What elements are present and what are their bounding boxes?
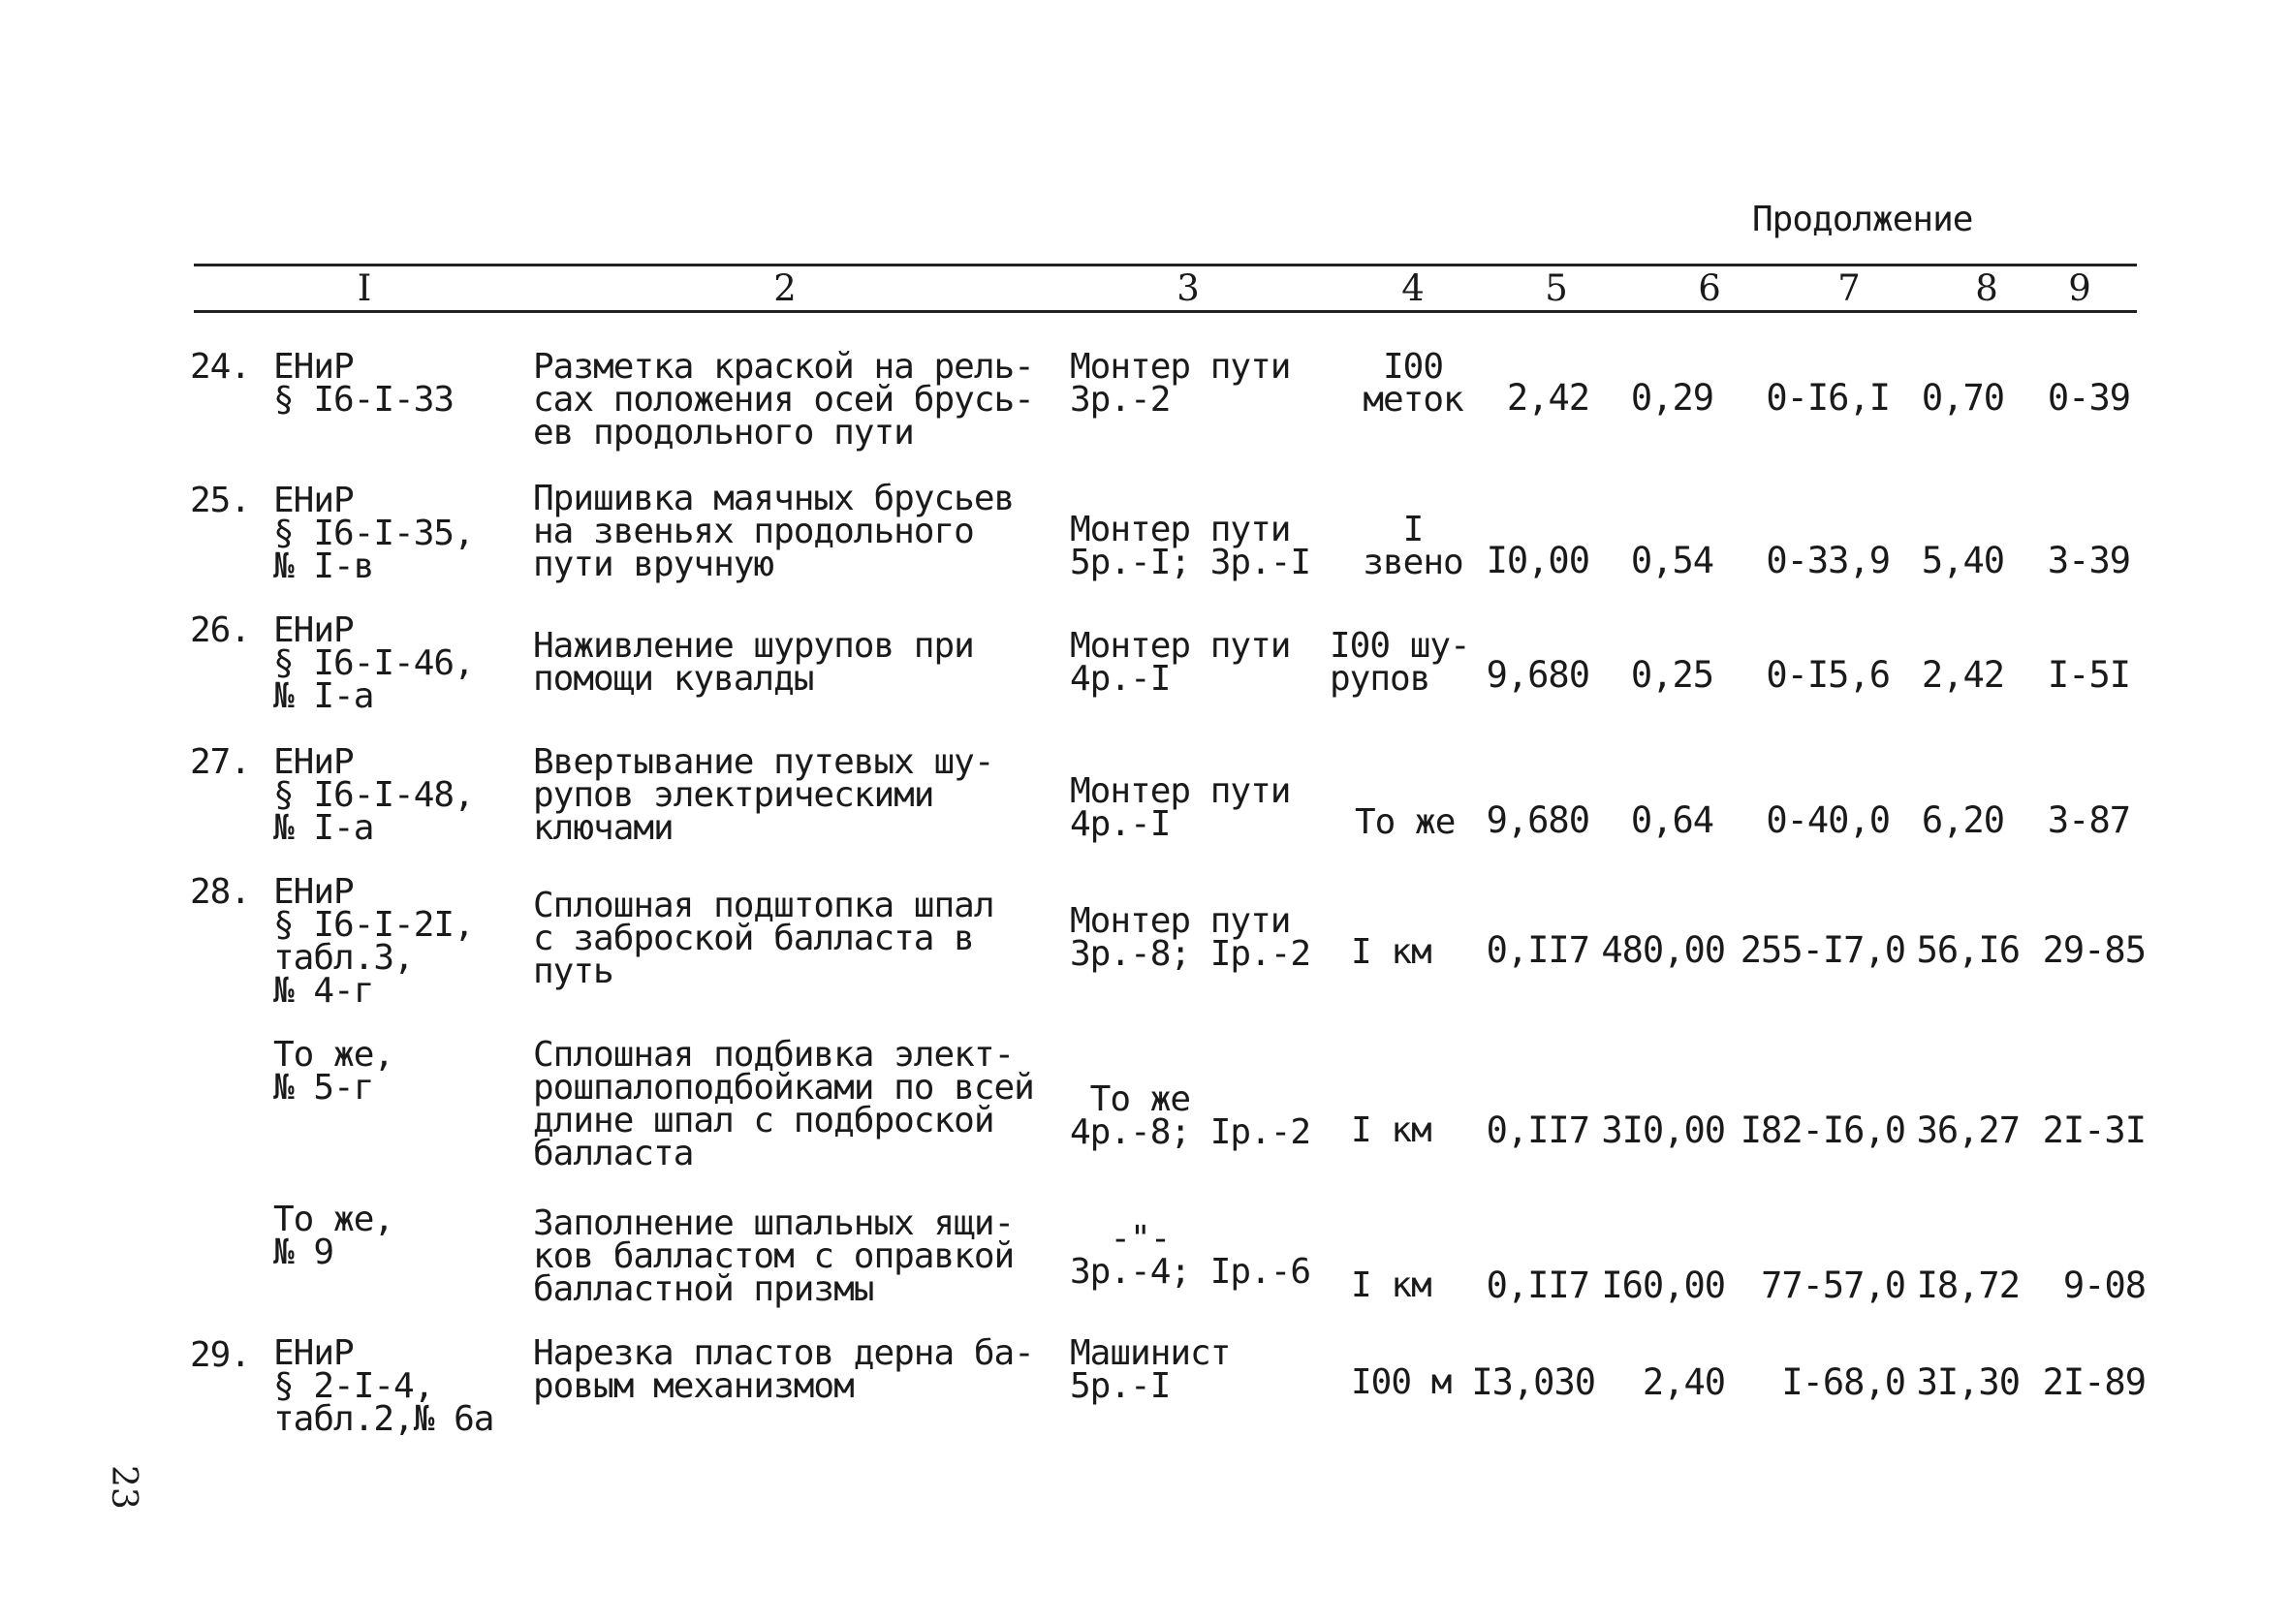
measure-unit: I00 меток [1363, 347, 1463, 420]
col-6-value: 0,25 [1630, 654, 1713, 696]
col-5-value: 9,680 [1486, 654, 1589, 696]
col-5-value: 2,42 [1506, 377, 1589, 419]
col-8-value: 0,70 [1921, 377, 2004, 419]
col-8-value: 2,42 [1921, 654, 2004, 696]
header-col-8: 8 [1975, 267, 1998, 309]
col-9-value: 0-39 [2047, 377, 2130, 419]
col-6-value: 0,54 [1630, 540, 1713, 581]
col-9-value: 3-39 [2047, 540, 2130, 581]
measure-unit: I км [1351, 1110, 1431, 1150]
col-6-value: 3I0,00 [1601, 1109, 1725, 1151]
col-6-value: 0,64 [1630, 799, 1713, 841]
row-number: 28. [190, 872, 251, 912]
col-7-value: I-68,0 [1781, 1361, 1905, 1403]
page-number: 23 [104, 1465, 143, 1510]
norm-reference: ЕНиР § I6-I-2I, табл.3, № 4-г [273, 872, 474, 1011]
table-header-rule [194, 310, 2137, 313]
col-9-value: 2I-3I [2042, 1109, 2146, 1151]
col-9-value: 3-87 [2047, 799, 2130, 841]
measure-unit: То же [1355, 802, 1456, 842]
row-number: 25. [190, 481, 251, 520]
header-col-2: 2 [773, 267, 797, 309]
measure-unit: I00 м [1351, 1362, 1452, 1402]
header-col-7: 7 [1837, 267, 1861, 309]
col-9-value: 9-08 [2062, 1265, 2146, 1306]
norm-reference: ЕНиР § I6-I-33 [273, 347, 455, 420]
col-8-value: 6,20 [1921, 799, 2004, 841]
worker-composition: То же 4р.-8; Iр.-2 [1070, 1079, 1311, 1152]
measure-unit: I00 шу- рупов [1330, 626, 1470, 699]
col-9-value: 29-85 [2042, 929, 2146, 971]
measure-unit: I звено [1363, 510, 1463, 582]
col-8-value: I8,72 [1916, 1265, 2020, 1306]
col-9-value: I-5I [2047, 654, 2130, 696]
norm-reference: ЕНиР § 2-I-4, табл.2,№ 6а [273, 1333, 494, 1439]
worker-composition: -"- 3р.-4; Iр.-6 [1070, 1219, 1311, 1292]
col-5-value: 0,II7 [1486, 1109, 1589, 1151]
worker-composition: Монтер пути 3р.-8; Iр.-2 [1070, 901, 1311, 974]
col-6-value: 480,00 [1601, 929, 1725, 971]
col-8-value: 3I,30 [1916, 1361, 2020, 1403]
col-5-value: I0,00 [1486, 540, 1589, 581]
work-description: Нарезка пластов дерна ба- ровым механизмом [533, 1333, 1034, 1406]
header-col-4: 4 [1401, 267, 1425, 309]
continuation-label: Продолжение [1752, 200, 1973, 239]
col-9-value: 2I-89 [2042, 1361, 2146, 1403]
row-number: 24. [190, 347, 251, 387]
col-7-value: I82-I6,0 [1740, 1109, 1905, 1151]
work-description: Наживление шурупов при помощи кувалды [533, 626, 974, 699]
col-7-value: 0-40,0 [1766, 799, 1890, 841]
header-col-5: 5 [1545, 267, 1568, 309]
header-col-6: 6 [1698, 267, 1721, 309]
col-5-value: 0,II7 [1486, 929, 1589, 971]
worker-composition: Машинист 5р.-I [1070, 1333, 1231, 1406]
col-5-value: 9,680 [1486, 799, 1589, 841]
col-6-value: 0,29 [1630, 377, 1713, 419]
col-8-value: 36,27 [1916, 1109, 2020, 1151]
work-description: Сплошная подштопка шпал с заброской балласта в путь [533, 886, 994, 991]
col-7-value: 255-I7,0 [1740, 929, 1905, 971]
col-6-value: I60,00 [1601, 1265, 1725, 1306]
norm-reference: ЕНиР § I6-I-46, № I-а [273, 610, 474, 716]
col-7-value: 0-I5,6 [1766, 654, 1890, 696]
col-6-value: 2,40 [1642, 1361, 1725, 1403]
measure-unit: I км [1351, 1265, 1431, 1305]
header-col-9: 9 [2068, 267, 2091, 309]
work-description: Пришивка маячных брусьев на звеньях продольного пути вручную [533, 479, 1015, 584]
norm-reference: То же, № 5-г [273, 1035, 394, 1108]
worker-composition: Монтер пути 4р.-I [1070, 771, 1291, 844]
work-description: Разметка краской на рель- сах положения осей брусь- ев продольного пути [533, 347, 1034, 453]
col-7-value: 77-57,0 [1761, 1265, 1905, 1306]
col-5-value: 0,II7 [1486, 1265, 1589, 1306]
work-description: Заполнение шпальных ящи- ков балластом с оправкой балластной призмы [533, 1203, 1015, 1309]
col-7-value: 0-33,9 [1766, 540, 1890, 581]
worker-composition: Монтер пути 4р.-I [1070, 626, 1291, 699]
header-col-3: 3 [1176, 267, 1200, 309]
worker-composition: Монтер пути 5р.-I; 3р.-I [1070, 510, 1311, 582]
table-top-rule [194, 264, 2137, 266]
norm-reference: ЕНиР § I6-I-35, № I-в [273, 481, 474, 586]
col-8-value: 5,40 [1921, 540, 2004, 581]
row-number: 27. [190, 742, 251, 782]
norm-reference: То же, № 9 [273, 1200, 394, 1272]
work-description: Сплошная подбивка элект- рошпалоподбойками по всей длине шпал с подброской балласта [533, 1035, 1034, 1173]
measure-unit: I км [1351, 932, 1431, 972]
col-7-value: 0-I6,I [1766, 377, 1890, 419]
norm-reference: ЕНиР § I6-I-48, № I-а [273, 742, 474, 848]
row-number: 29. [190, 1335, 251, 1375]
col-5-value: I3,030 [1471, 1361, 1595, 1403]
worker-composition: Монтер пути 3р.-2 [1070, 347, 1291, 420]
header-col-1: I [357, 267, 372, 309]
col-8-value: 56,I6 [1916, 929, 2020, 971]
row-number: 26. [190, 610, 251, 650]
work-description: Ввертывание путевых шу- рупов электрическими ключами [533, 742, 994, 848]
